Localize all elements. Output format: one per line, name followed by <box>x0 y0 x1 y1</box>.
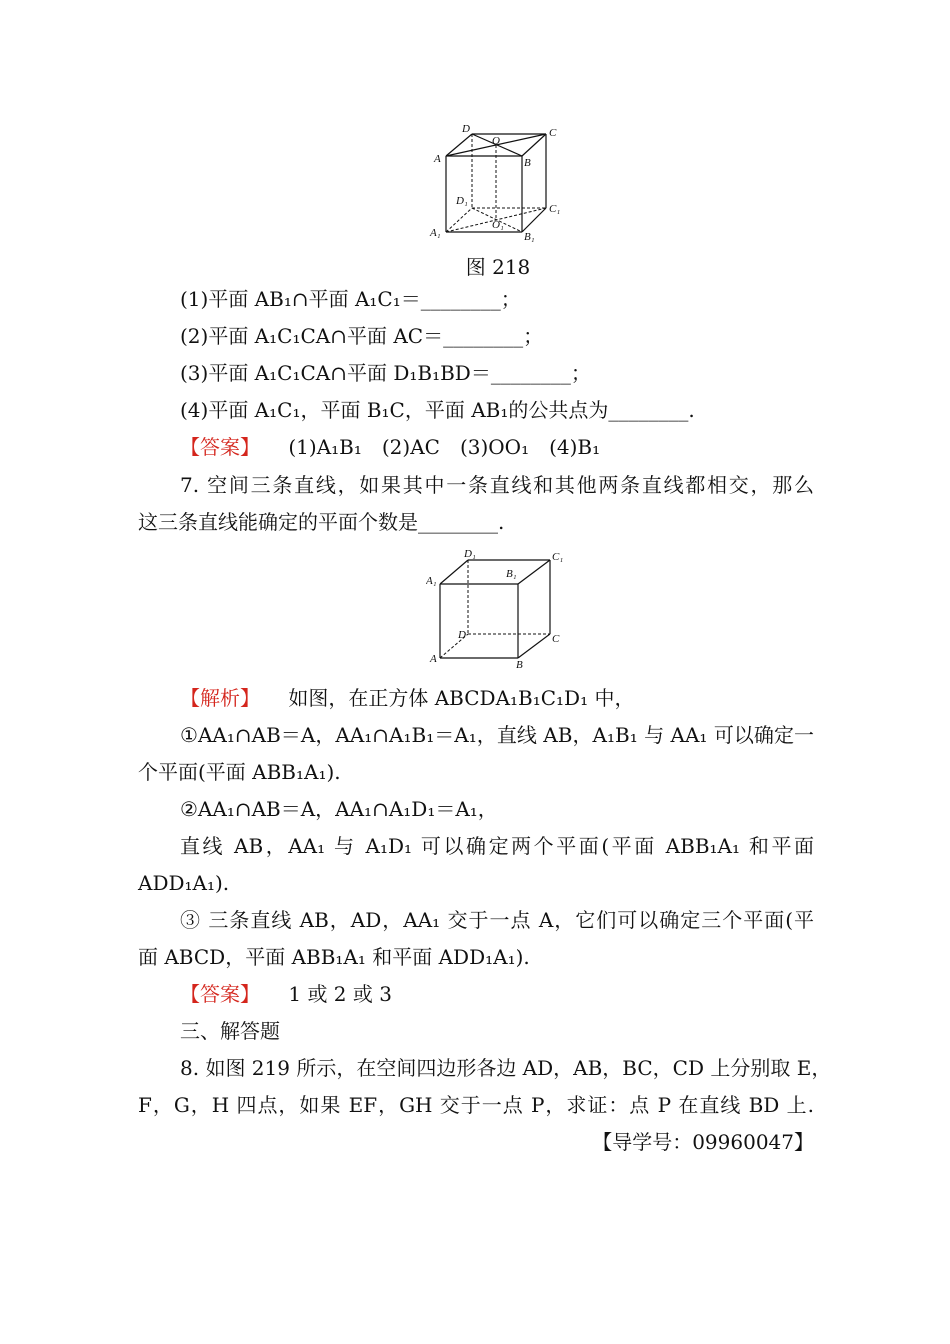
label-B: B <box>524 157 531 169</box>
label-O: O <box>492 135 500 147</box>
q7-answer: 1 或 2 或 3 <box>288 982 392 1006</box>
label-D1: D₁ <box>456 195 468 207</box>
answer-label: 【答案】 <box>180 982 260 1006</box>
q7-answer-row <box>180 980 814 1008</box>
q6-answer: (1)A₁B₁ (2)AC (3)OO₁ (4)B₁ <box>288 435 601 459</box>
edge-A1-D1 <box>446 208 472 232</box>
q7-line-1: 7. 空间三条直线，如果其中一条直线和其他两条直线都相交，那么 <box>180 473 814 497</box>
q6-answer-row <box>180 433 814 461</box>
label-O1: O₁ <box>492 219 504 231</box>
label-A: A <box>434 153 441 165</box>
q6-item-3: (3)平面 A₁C₁CA∩平面 D₁B₁BD＝________； <box>180 361 591 385</box>
label-B1: B₁ <box>506 568 517 580</box>
figure-caption-218: 图 218 <box>465 255 531 279</box>
label-D: D <box>462 123 470 135</box>
q6-item-1: (1)平面 AB₁∩平面 A₁C₁＝________； <box>180 287 521 311</box>
label-B1: B₁ <box>524 231 535 243</box>
label-C: C <box>552 633 560 645</box>
answer-label: 【答案】 <box>180 435 260 459</box>
q8-reference: 【导学号：09960047】 <box>592 1130 814 1154</box>
label-D1: D₁ <box>464 548 476 560</box>
label-A: A <box>430 653 437 665</box>
q8-line-1: 8. 如图 219 所示，在空间四边形各边 AD，AB，BC，CD 上分别取 E， <box>180 1056 832 1080</box>
analysis-label: 【解析】 <box>180 686 260 710</box>
edge-B1-C1 <box>522 208 546 232</box>
analysis-row <box>180 684 814 712</box>
analysis-1-line-2: 个平面(平面 ABB₁A₁). <box>138 760 341 784</box>
cube-figure-q7 <box>426 546 566 672</box>
label-B: B <box>516 659 523 671</box>
analysis-2-line-2: 直线 AB，AA₁ 与 A₁D₁ 可以确定两个平面(平面 ABB₁A₁ 和平面 <box>180 834 814 858</box>
analysis-2-line-3: ADD₁A₁). <box>138 871 230 895</box>
q6-item-4: (4)平面 A₁C₁，平面 B₁C，平面 AB₁的公共点为________. <box>180 398 695 422</box>
analysis-2-line-1: ②AA₁∩AB＝A，AA₁∩A₁D₁＝A₁， <box>180 797 498 821</box>
q6-item-2: (2)平面 A₁C₁CA∩平面 AC＝________； <box>180 324 544 348</box>
cube-figure-218 <box>428 122 568 247</box>
q8-line-2: F，G，H 四点，如果 EF，GH 交于一点 P，求证：点 P 在直线 BD 上. <box>138 1093 814 1117</box>
label-A1: A₁ <box>430 227 441 239</box>
label-C1: C₁ <box>552 551 564 563</box>
label-D: D <box>458 629 466 641</box>
analysis-3-line-1: ③ 三条直线 AB，AD，AA₁ 交于一点 A，它们可以确定三个平面(平 <box>180 908 814 932</box>
label-C: C <box>549 127 557 139</box>
q7-line-2: 这三条直线能确定的平面个数是________. <box>138 510 505 534</box>
edge-B1-C1 <box>518 560 550 584</box>
label-C1: C₁ <box>549 203 561 215</box>
edge-A1-D1 <box>440 560 468 584</box>
section-title: 三、解答题 <box>180 1019 280 1043</box>
label-A1: A₁ <box>426 575 437 587</box>
edge-B-C <box>522 134 546 156</box>
analysis-1-line-1: ①AA₁∩AB＝A，AA₁∩A₁B₁＝A₁，直线 AB，A₁B₁ 与 AA₁ 可以确定一 <box>180 723 814 747</box>
analysis-intro: 如图，在正方体 ABCDA₁B₁C₁D₁ 中， <box>288 686 635 710</box>
edge-B-C <box>518 634 550 658</box>
analysis-3-line-2: 面 ABCD，平面 ABB₁A₁ 和平面 ADD₁A₁). <box>138 945 530 969</box>
